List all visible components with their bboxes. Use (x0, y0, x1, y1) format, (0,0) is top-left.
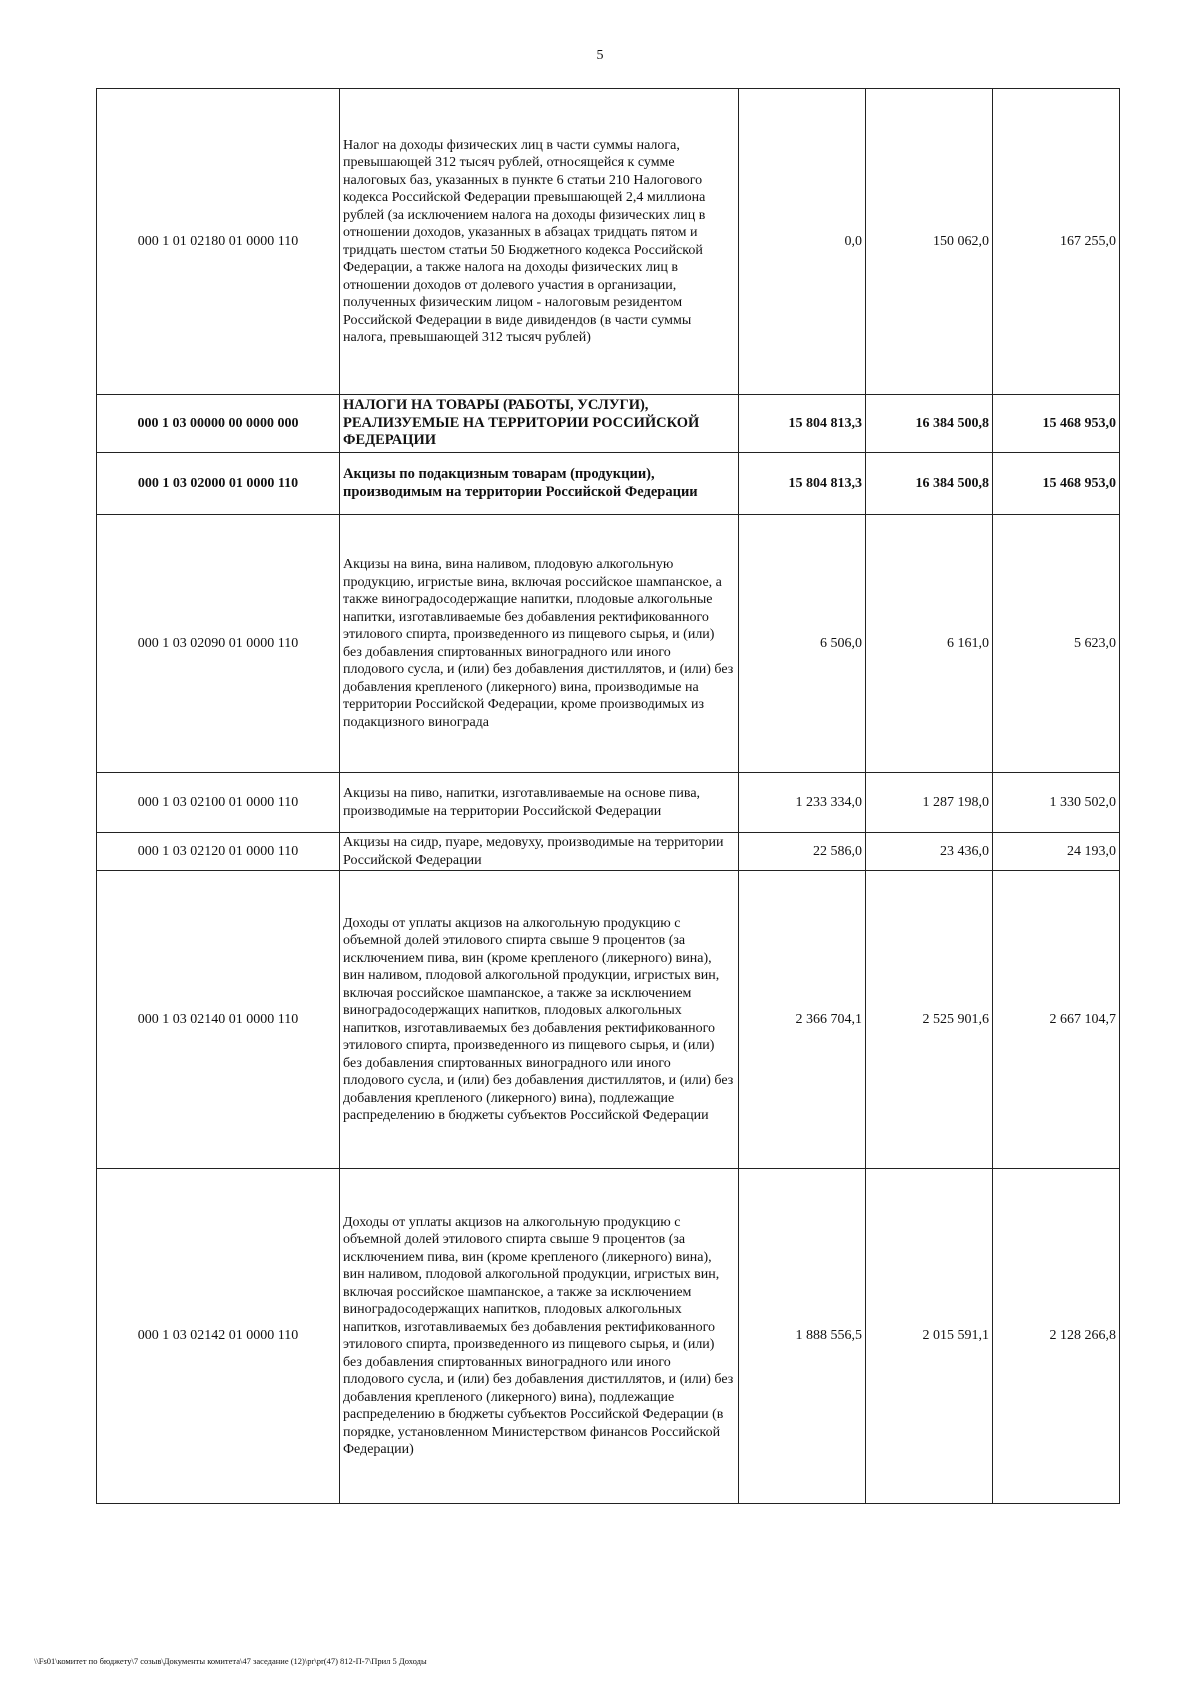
row-value-3: 15 468 953,0 (993, 453, 1120, 515)
table-row (97, 871, 1120, 1169)
row-value-1: 2 366 704,1 (739, 871, 866, 1169)
row-name: Акцизы на пиво, напитки, изготавливаемые на основе пива, производимые на территории Российской Федерации (340, 773, 739, 833)
table-row (97, 515, 1120, 773)
table-row (97, 89, 1120, 395)
row-code: 000 1 03 02142 01 0000 110 (97, 1169, 340, 1504)
table-row (97, 395, 1120, 453)
table-row (97, 773, 1120, 833)
row-value-1: 1 888 556,5 (739, 1169, 866, 1504)
row-value-2: 6 161,0 (866, 515, 993, 773)
row-value-3: 2 128 266,8 (993, 1169, 1120, 1504)
table-row (97, 1169, 1120, 1504)
page-number: 5 (596, 48, 604, 63)
row-code: 000 1 03 00000 00 0000 000 (97, 395, 340, 453)
row-value-1: 1 233 334,0 (739, 773, 866, 833)
row-name: Доходы от уплаты акцизов на алкогольную продукцию с объемной долей этилового спирта свыше 9 процентов (за исключением пива, вин (кроме крепленого (ликерного) вина), вин наливом, плодовой алкогольной продукции, игристых вин, включая российское шампанское, а также за исключением виноградосодержащих напитков, плодовых алкогольных напитков, изготавливаемых без добавления ректификованного этилового спирта, произведенного из пищевого сырья, и (или) без добавления спиртованных виноградного или иного плодового сусла, и (или) без добавления дистиллятов, и (или) без добавления крепленого (ликерного) вина), подлежащие распределению в бюджеты субъектов Российской Федерации (в порядке, установленном Министерством финансов Российской Федерации) (340, 1169, 739, 1504)
row-value-1: 6 506,0 (739, 515, 866, 773)
row-value-2: 2 525 901,6 (866, 871, 993, 1169)
row-name: Налог на доходы физических лиц в части суммы налога, превышающей 312 тысяч рублей, относящейся к сумме налоговых баз, указанных в пункте 6 статьи 210 Налогового кодекса Российской Федерации превышающей 2,4 миллиона рублей (за исключением налога на доходы физических лиц в отношении доходов, указанных в абзацах тридцать пятом и тридцать шестом статьи 50 Бюджетного кодекса Российской Федерации, а также налога на доходы физических лиц в отношении доходов от долевого участия в организации, полученных физическим лицом - налоговым резидентом Российской Федерации в виде дивидендов (в части суммы налога, превышающей 312 тысяч рублей) (340, 89, 739, 395)
row-value-3: 2 667 104,7 (993, 871, 1120, 1169)
row-name: Акцизы на вина, вина наливом, плодовую алкогольную продукцию, игристые вина, включая российское шампанское, а также виноградосодержащие напитки, плодовые алкогольные напитки, изготавливаемые без добавления ректификованного этилового спирта, произведенного из пищевого сырья, и (или) без добавления спиртованных виноградного или иного плодового сусла, и (или) без добавления дистиллятов, и (или) без добавления крепленого (ликерного) вина, производимые на территории Российской Федерации, кроме производимых из подакцизного винограда (340, 515, 739, 773)
row-code: 000 1 03 02100 01 0000 110 (97, 773, 340, 833)
row-value-2: 16 384 500,8 (866, 453, 993, 515)
row-value-2: 1 287 198,0 (866, 773, 993, 833)
row-value-1: 15 804 813,3 (739, 395, 866, 453)
table-row (97, 833, 1120, 871)
row-code: 000 1 01 02180 01 0000 110 (97, 89, 340, 395)
row-value-1: 15 804 813,3 (739, 453, 866, 515)
row-value-2: 23 436,0 (866, 833, 993, 871)
row-name: Доходы от уплаты акцизов на алкогольную продукцию с объемной долей этилового спирта свыше 9 процентов (за исключением пива, вин (кроме крепленого (ликерного) вина), вин наливом, плодовой алкогольной продукции, игристых вин, включая российское шампанское, а также за исключением виноградосодержащих напитков, плодовых алкогольных напитков, изготавливаемых без добавления ректификованного этилового спирта, произведенного из пищевого сырья, и (или) без добавления спиртованных виноградного или иного плодового сусла, и (или) без добавления дистиллятов, и (или) без добавления крепленого (ликерного) вина), подлежащие распределению в бюджеты субъектов Российской Федерации (340, 871, 739, 1169)
row-value-3: 5 623,0 (993, 515, 1120, 773)
row-name: НАЛОГИ НА ТОВАРЫ (РАБОТЫ, УСЛУГИ), РЕАЛИЗУЕМЫЕ НА ТЕРРИТОРИИ РОССИЙСКОЙ ФЕДЕРАЦИИ (340, 395, 739, 453)
row-value-2: 2 015 591,1 (866, 1169, 993, 1504)
row-value-3: 15 468 953,0 (993, 395, 1120, 453)
row-code: 000 1 03 02140 01 0000 110 (97, 871, 340, 1169)
revenue-table (96, 88, 1120, 1504)
row-value-2: 16 384 500,8 (866, 395, 993, 453)
row-value-1: 22 586,0 (739, 833, 866, 871)
row-code: 000 1 03 02120 01 0000 110 (97, 833, 340, 871)
row-name: Акцизы на сидр, пуаре, медовуху, производимые на территории Российской Федерации (340, 833, 739, 871)
row-code: 000 1 03 02000 01 0000 110 (97, 453, 340, 515)
file-path-footer: \\Fs01\комитет по бюджету\7 созыв\Документы комитета\47 заседание (12)\pr\pr(47) 812-П-7\Прил 5 Доходы (34, 1656, 427, 1666)
row-value-3: 24 193,0 (993, 833, 1120, 871)
row-value-3: 1 330 502,0 (993, 773, 1120, 833)
table-row (97, 453, 1120, 515)
row-value-1: 0,0 (739, 89, 866, 395)
row-value-2: 150 062,0 (866, 89, 993, 395)
row-code: 000 1 03 02090 01 0000 110 (97, 515, 340, 773)
row-name: Акцизы по подакцизным товарам (продукции), производимым на территории Российской Федерации (340, 453, 739, 515)
row-value-3: 167 255,0 (993, 89, 1120, 395)
